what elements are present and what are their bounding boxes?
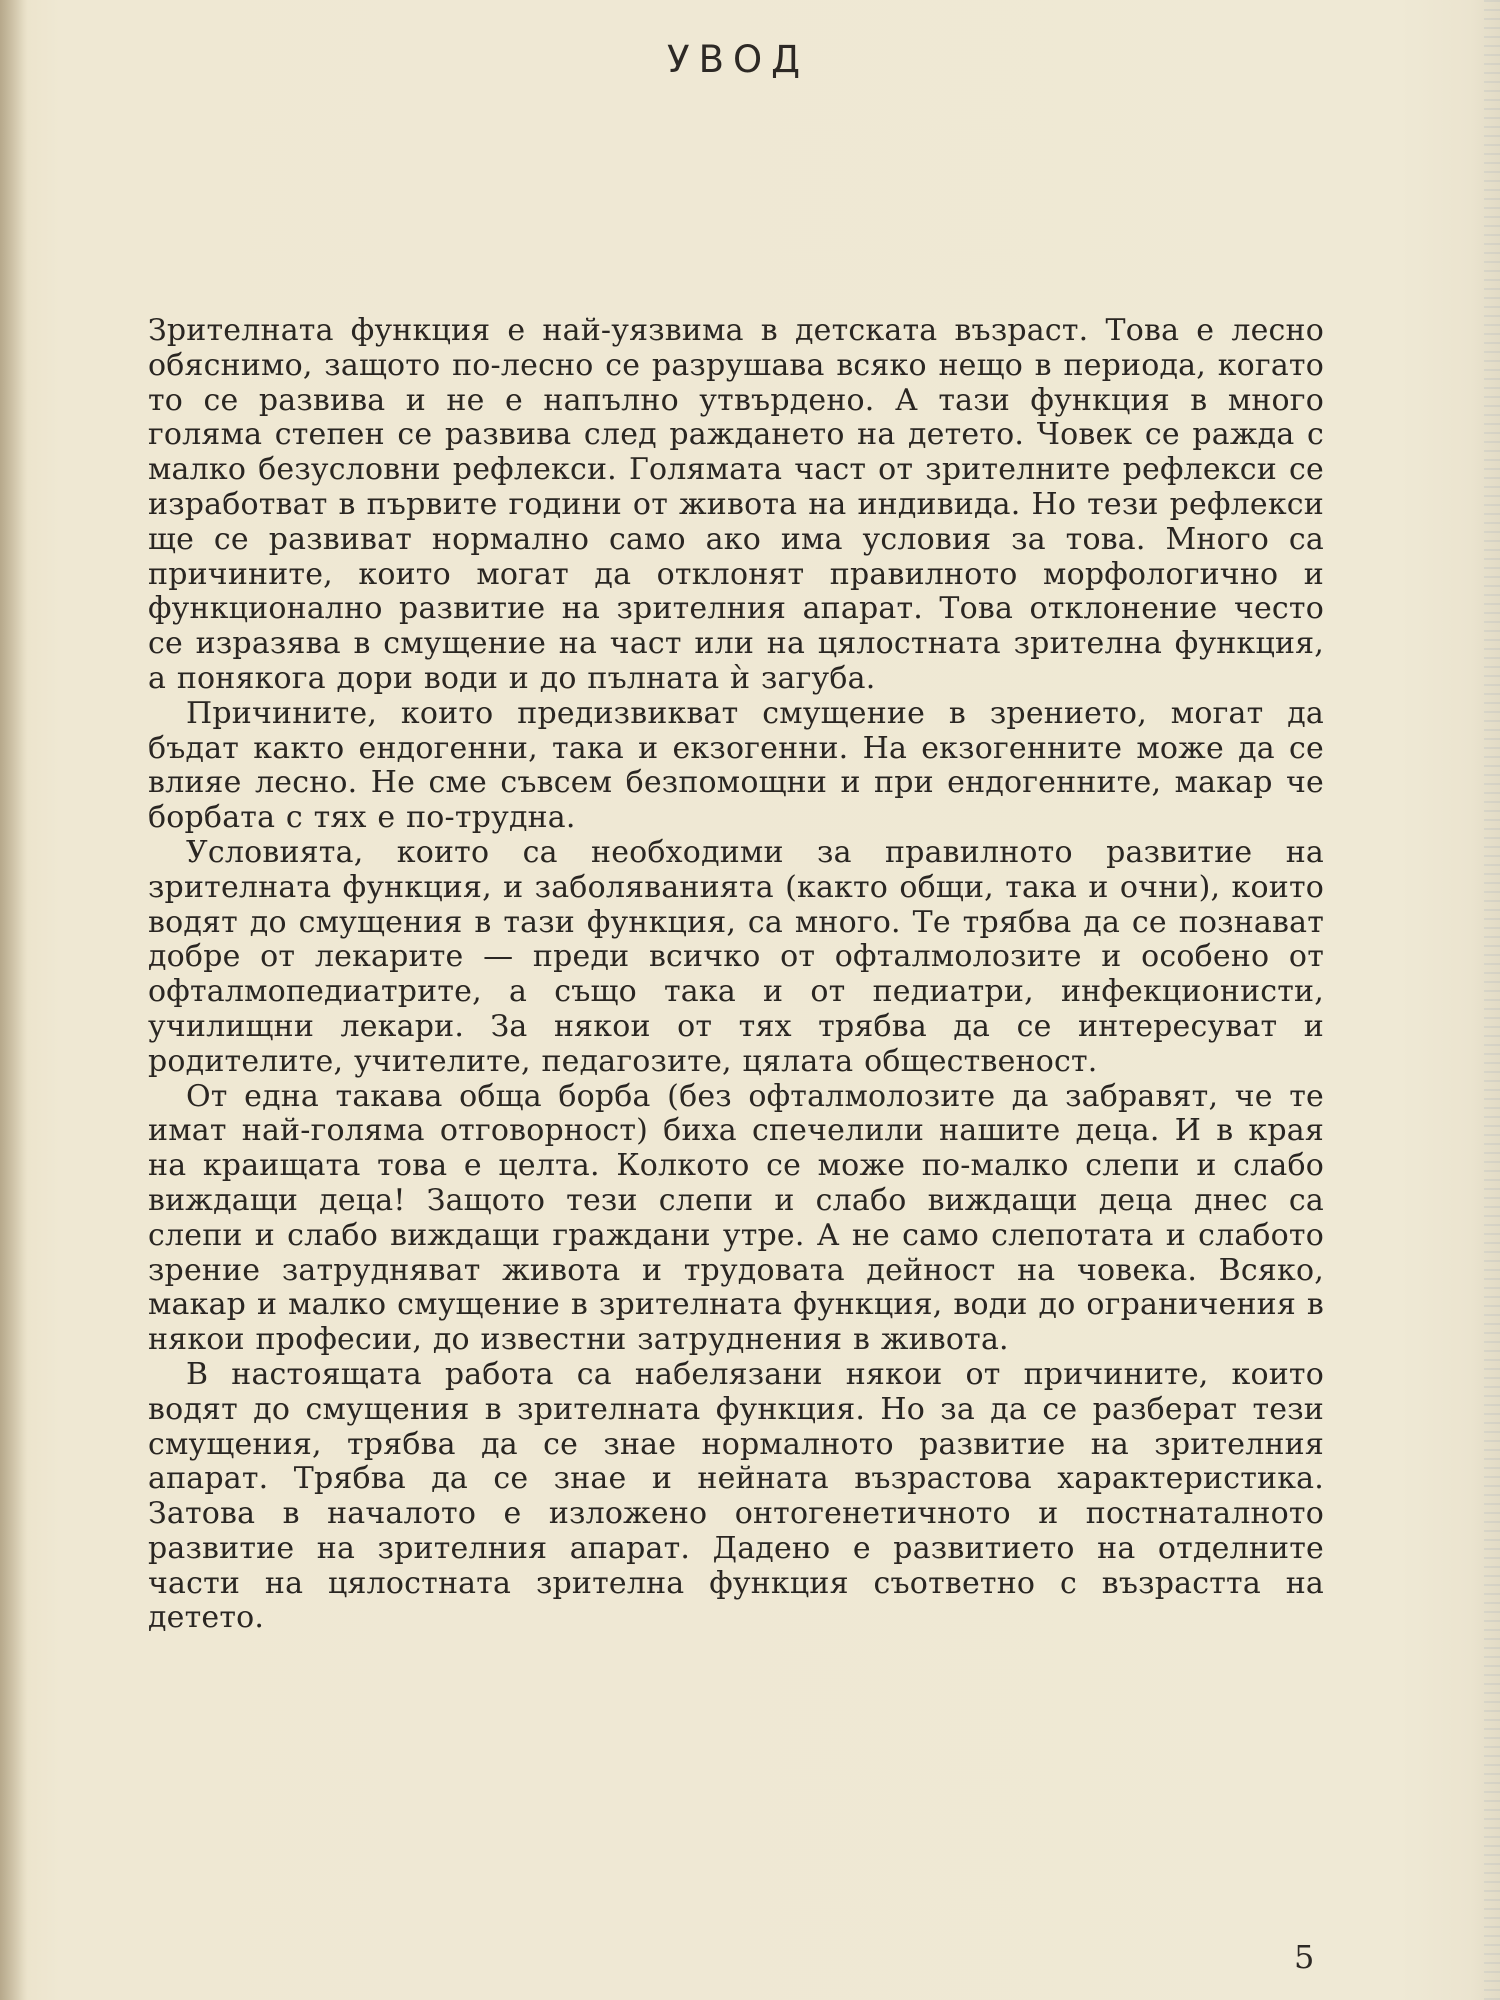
page-gutter-shadow: [0, 0, 28, 2000]
paragraph-2: Причините, които предизвикват смущение в зрението, могат да бъдат както ендогенни, така и екзогенни. На екзогенните може да се влияе лесно. Не сме съвсем безпомощни и при ендогенните, макар че борбата с тях е по-трудна.: [148, 695, 1324, 836]
page-title: УВОД: [667, 38, 809, 81]
paragraph-1: Зрителната функция е най-уязвима в детската възраст. Това е лесно обяснимо, защото по-лесно се разрушава всяко нещо в периода, когато то се развива и не е напълно утвърдено. А тази функция в много голяма степен се развива след раждането на детето. Човек се ражда с малко безусловни рефлекси. Голямата част от зрителните рефлекси се изработват в първите години от живота на индивида. Но тези рефлекси ще се развиват нормално само ако има условия за това. Много са причините, които могат да отклонят правилното морфологично и функционално развитие на зрителния апарат. Това отклонение често се изразява в смущение на част или на цялостната зрителна функция, а понякога дори води и до пълната ѝ загуба.: [148, 313, 1324, 696]
page-edge: [1484, 0, 1500, 2000]
paragraph-3: Условията, които са необходими за правилното развитие на зрителната функция, и заболяванията (както общи, така и очни), които водят до смущения в тази функция, са много. Те трябва да се познават добре от лекарите — преди всичко от офталмолозите и особено от офталмопедиатрите, а също така и от педиатри, инфекционисти, училищни лекари. За някои от тях трябва да се интересуват и родителите, учителите, педагозите, цялата общественост.: [148, 834, 1324, 1079]
body-text: [148, 314, 1324, 1636]
paragraph-5: В настоящата работа са набелязани някои от причините, които водят до смущения в зрителната функция. Но за да се разберат тези смущения, трябва да се знае нормалното развитие на зрителния апарат. Трябва да се знае и нейната възрастова характеристика. Затова в началото е изложено онтогенетичното и постнаталното развитие на зрителния апарат. Дадено е развитието на отделните части на цялостната зрителна функция съответно с възрастта на детето.: [148, 1356, 1324, 1636]
page-number: 5: [1294, 1938, 1315, 1976]
paragraph-4: От една такава обща борба (без офталмолозите да забравят, че те имат най-голяма отговорност) биха спечелили нашите деца. И в края на краищата това е целта. Колкото се може по-малко слепи и слабо виждащи деца! Защото тези слепи и слабо виждащи деца днес са слепи и слабо виждащи граждани утре. А не само слепотата и слабото зрение затрудняват живота и трудовата дейност на човека. Всяко, макар и малко смущение в зрителната функция, води до ограничения в някои професии, до известни затруднения в живота.: [148, 1078, 1324, 1358]
